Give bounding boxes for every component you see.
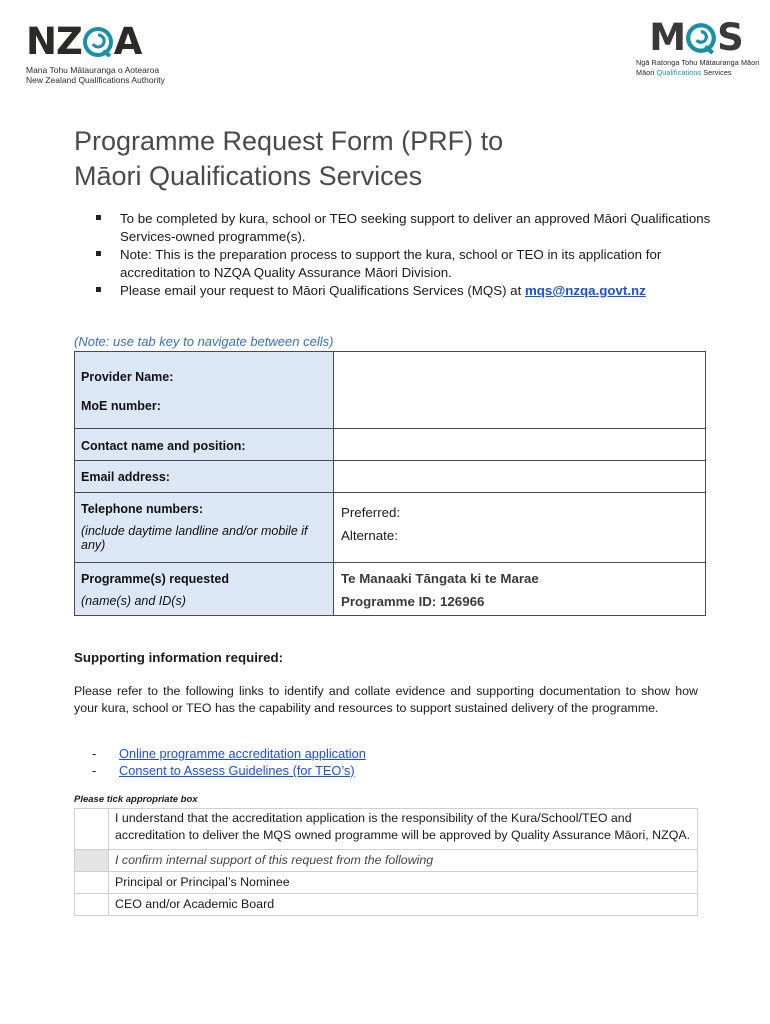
mqs-wordmark: M S: [649, 16, 743, 59]
telephone-hint: (include daytime landline and/or mobile if any): [81, 524, 308, 552]
moe-number-label: MoE number:: [81, 399, 161, 413]
koru-icon: [685, 22, 717, 54]
programme-name: Te Manaaki Tāngata ki te Marae: [341, 571, 539, 586]
telephone-input[interactable]: [334, 493, 706, 563]
square-bullet-icon: [96, 251, 101, 256]
navigation-note: (Note: use tab key to navigate between cells): [74, 334, 334, 349]
mqs-logo: [636, 16, 760, 88]
provider-name-label: Provider Name:: [81, 370, 174, 384]
mqs-english-name: Māori Qualifications Services: [636, 68, 732, 77]
telephone-label-cell: [75, 493, 334, 563]
nzqa-maori-name: Mana Tohu Mātauranga o Aotearoa: [26, 65, 160, 75]
programme-hint: (name(s) and ID(s): [81, 594, 186, 608]
mqs-email-link[interactable]: mqs@nzqa.govt.nz: [524, 283, 646, 298]
programme-input[interactable]: [334, 563, 706, 616]
contact-input[interactable]: [334, 429, 706, 461]
confirmation-table: [74, 808, 698, 916]
title-line-2: Māori Qualifications Services: [74, 161, 423, 191]
preferred-label: Preferred:: [341, 505, 401, 520]
programme-id: Programme ID: 126966: [341, 594, 485, 609]
contact-label-cell: [75, 429, 334, 461]
supporting-heading: Supporting information required:: [74, 650, 284, 665]
supporting-links: [92, 745, 366, 779]
ceo-option: CEO and/or Academic Board: [109, 894, 698, 916]
provider-name-input[interactable]: [334, 352, 706, 429]
email-label-cell: [75, 461, 334, 493]
list-item: - Online programme accreditation application: [92, 746, 366, 761]
email-input[interactable]: [334, 461, 706, 493]
principal-checkbox[interactable]: [75, 872, 109, 894]
alternate-label: Alternate:: [341, 528, 398, 543]
accreditation-application-link[interactable]: Online programme accreditation application: [119, 746, 366, 761]
instructions-list: [96, 210, 716, 300]
understand-statement: I understand that the accreditation application is the responsibility of the Kura/School/TEO and accreditation to deliver the MQS owned programme will be approved by Quality Assurance Māori, NZQA.: [109, 809, 698, 850]
list-item: Note: This is the preparation process to support the kura, school or TEO in its application for accreditation to NZQA Quality Assurance Māori Division.: [96, 246, 716, 282]
koru-icon: [83, 27, 113, 57]
nzqa-logo: [26, 22, 186, 88]
confirm-statement: I confirm internal support of this request from the following: [109, 850, 698, 872]
nzqa-english-name: New Zealand Qualifications Authority: [26, 75, 165, 85]
nzqa-wordmark: NZ A: [26, 20, 142, 63]
principal-option: Principal or Principal’s Nominee: [109, 872, 698, 894]
programme-label: Programme(s) requested: [81, 572, 229, 586]
contact-label: Contact name and position:: [81, 439, 246, 453]
supporting-text: Please refer to the following links to identify and collate evidence and supporting documentation to show how your kura, school or TEO has the capability and resources to support sustained delivery of the programme.: [74, 684, 698, 715]
provider-details-table: [74, 351, 706, 616]
section-marker-cell: [75, 850, 109, 872]
understand-checkbox[interactable]: [75, 809, 109, 850]
telephone-label: Telephone numbers:: [81, 502, 204, 516]
programme-label-cell: [75, 563, 334, 616]
tick-instruction: Please tick appropriate box: [74, 794, 198, 805]
page-title: [74, 124, 503, 194]
square-bullet-icon: [96, 287, 101, 292]
list-item: Please email your request to Māori Qualifications Services (MQS) at mqs@nzqa.govt.nz: [96, 282, 716, 300]
title-line-1: Programme Request Form (PRF) to: [74, 126, 504, 156]
list-item: - Consent to Assess Guidelines (for TEO’s): [92, 763, 355, 778]
square-bullet-icon: [96, 215, 101, 220]
provider-label-cell: [75, 352, 334, 429]
list-item: To be completed by kura, school or TEO seeking support to deliver an approved Māori Qualifications Services-owned programme(s).: [96, 210, 716, 246]
mqs-maori-name: Ngā Ratonga Tohu Mātauranga Māori: [636, 58, 760, 67]
consent-guidelines-link[interactable]: Consent to Assess Guidelines (for TEO’s): [119, 763, 355, 778]
ceo-checkbox[interactable]: [75, 894, 109, 916]
email-label: Email address:: [81, 470, 170, 484]
